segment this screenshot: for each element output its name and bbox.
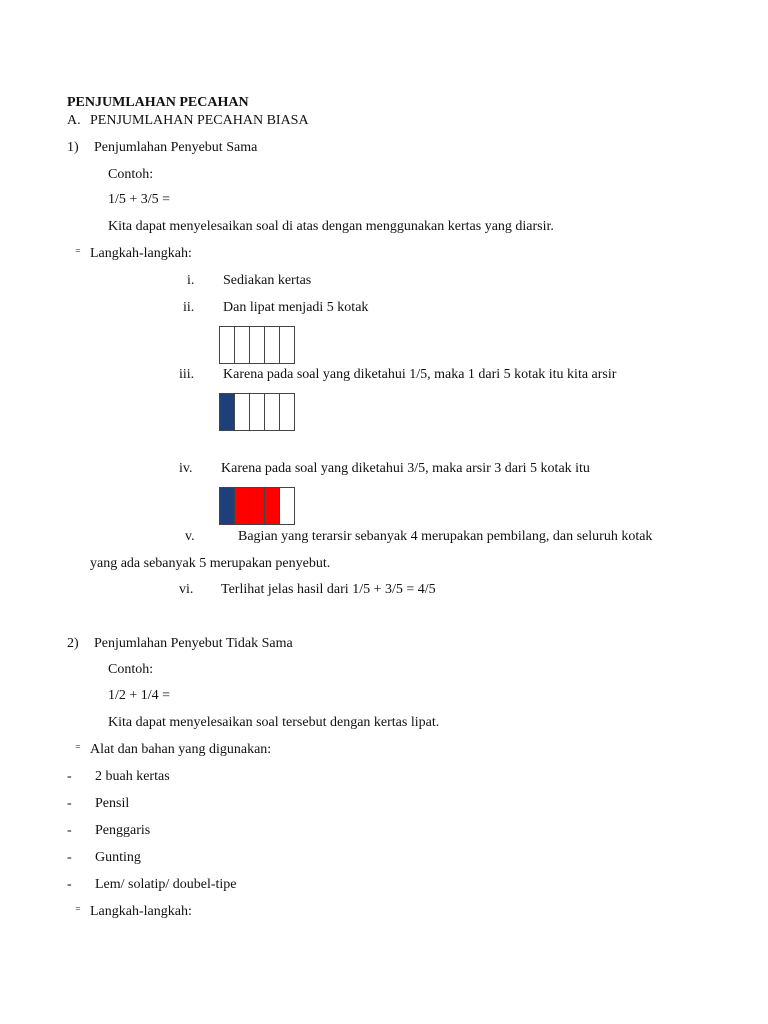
- document-title: PENJUMLAHAN PECAHAN: [67, 95, 249, 110]
- step-text-continuation: yang ada sebanyak 5 merupakan penyebut.: [90, 556, 331, 571]
- step-number: i.: [187, 273, 195, 288]
- step-text: Bagian yang terarsir sebanyak 4 merupakan pembilang, dan seluruh kotak: [238, 529, 653, 544]
- step-number: vi.: [179, 582, 194, 597]
- fraction-cell-1: [219, 393, 235, 431]
- fraction-cell-4: [265, 487, 280, 525]
- fraction-cell-5: [280, 326, 295, 364]
- part1-equation: 1/5 + 3/5 =: [108, 192, 171, 207]
- section-a-heading: PENJUMLAHAN PECAHAN BIASA: [90, 113, 309, 128]
- arrow-bullet-icon: ⁼: [75, 905, 81, 917]
- part2-materials-heading: Alat dan bahan yang digunakan:: [90, 742, 272, 757]
- arrow-bullet-icon: ⁼: [75, 743, 81, 755]
- fraction-cell-4: [265, 326, 280, 364]
- fraction-cell-3: [250, 393, 265, 431]
- step-text: Sediakan kertas: [223, 273, 312, 288]
- step-text: Karena pada soal yang diketahui 1/5, maka 1 dari 5 kotak itu kita arsir: [223, 367, 617, 382]
- list-dash: -: [67, 796, 72, 811]
- list-item: Penggaris: [95, 823, 151, 838]
- step-number: v.: [185, 529, 195, 544]
- part2-contoh: Contoh:: [108, 662, 154, 677]
- step-number: ii.: [183, 300, 195, 315]
- step-text: Dan lipat menjadi 5 kotak: [223, 300, 369, 315]
- fraction-cell-3: [250, 487, 265, 525]
- fraction-cell-2: [235, 326, 250, 364]
- fraction-cell-3: [250, 326, 265, 364]
- part2-heading: Penjumlahan Penyebut Tidak Sama: [94, 636, 293, 651]
- list-dash: -: [67, 769, 72, 784]
- fraction-cell-2: [235, 393, 250, 431]
- step-text: Karena pada soal yang diketahui 3/5, maka arsir 3 dari 5 kotak itu: [221, 461, 590, 476]
- list-dash: -: [67, 877, 72, 892]
- part2-number: 2): [67, 636, 79, 651]
- fraction-cell-5: [280, 487, 295, 525]
- fraction-figure-four-fifths: [219, 487, 295, 525]
- part2-intro: Kita dapat menyelesaikan soal tersebut dengan kertas lipat.: [108, 715, 440, 730]
- part1-heading: Penjumlahan Penyebut Sama: [94, 140, 258, 155]
- part2-equation: 1/2 + 1/4 =: [108, 688, 171, 703]
- arrow-bullet-icon: ⁼: [75, 247, 81, 259]
- fraction-cell-2: [235, 487, 250, 525]
- step-text: Terlihat jelas hasil dari 1/5 + 3/5 = 4/5: [221, 582, 436, 597]
- part1-number: 1): [67, 140, 79, 155]
- fraction-cell-5: [280, 393, 295, 431]
- part1-steps-heading: Langkah-langkah:: [90, 246, 192, 261]
- fraction-figure-one-fifth: [219, 393, 295, 431]
- part1-intro: Kita dapat menyelesaikan soal di atas dengan menggunakan kertas yang diarsir.: [108, 219, 554, 234]
- step-number: iv.: [179, 461, 193, 476]
- part1-contoh: Contoh:: [108, 167, 154, 182]
- list-item: Lem/ solatip/ doubel-tipe: [95, 877, 237, 892]
- list-item: Gunting: [95, 850, 141, 865]
- list-item: 2 buah kertas: [95, 769, 170, 784]
- fraction-cell-1: [219, 326, 235, 364]
- fraction-cell-1: [219, 487, 235, 525]
- section-a-label: A.: [67, 113, 81, 128]
- list-dash: -: [67, 823, 72, 838]
- part2-steps-heading: Langkah-langkah:: [90, 904, 192, 919]
- list-dash: -: [67, 850, 72, 865]
- fraction-figure-empty: [219, 326, 295, 364]
- list-item: Pensil: [95, 796, 130, 811]
- step-number: iii.: [179, 367, 195, 382]
- fraction-cell-4: [265, 393, 280, 431]
